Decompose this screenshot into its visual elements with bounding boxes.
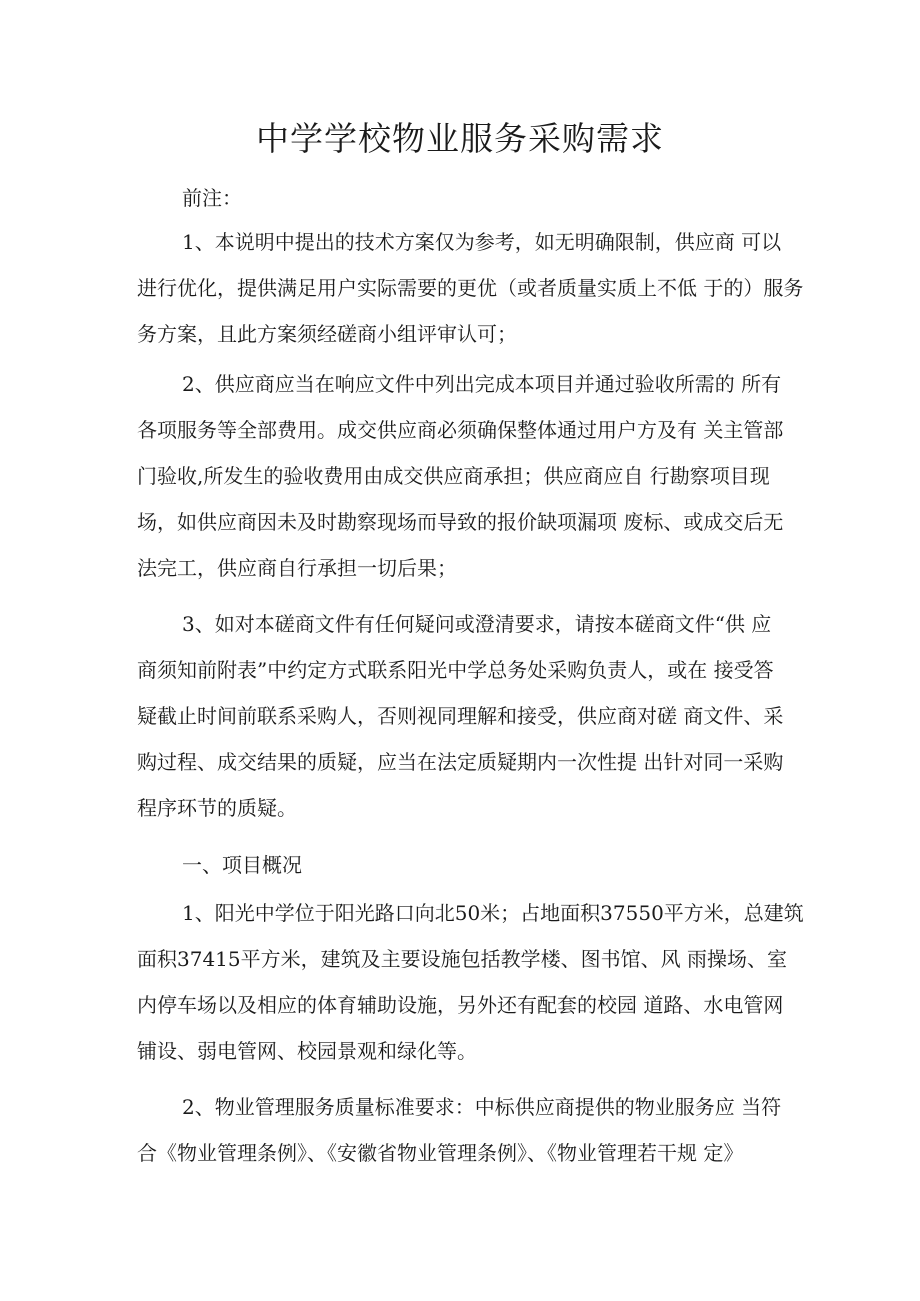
- paragraph-line: 铺设、弱电管网、校园景观和绿化等。: [137, 1039, 477, 1063]
- paragraph-line: 进行优化，提供满足用户实际需要的更优（或者质量实质上不低 于的）服务: [137, 276, 804, 300]
- overview-item-2: [137, 1084, 797, 1176]
- preface-item-3: [137, 601, 797, 831]
- paragraph-line: 1、阳光中学位于阳光路口向北50米；占地面积37550平方米，总建筑: [182, 901, 804, 925]
- preface-item-2: [137, 361, 797, 591]
- paragraph-line: 场，如供应商因未及时勘察现场而导致的报价缺项漏项 废标、或成交后无: [137, 510, 784, 534]
- paragraph-line: 面积37415平方米，建筑及主要设施包括教学楼、图书馆、风 雨操场、室: [137, 947, 787, 971]
- paragraph-line: 内停车场以及相应的体育辅助设施，另外还有配套的校园 道路、水电管网: [137, 993, 784, 1017]
- paragraph-line: 各项服务等全部费用。成交供应商必须确保整体通过用户方及有 关主管部: [137, 418, 784, 442]
- preface-item-1: [137, 219, 804, 357]
- paragraph-line: 1、本说明中提出的技术方案仅为参考，如无明确限制，供应商 可以: [182, 230, 782, 254]
- overview-item-1: [137, 890, 804, 1074]
- paragraph-line: 合《物业管理条例》、《安徽省物业管理条例》、《物业管理若干规 定》: [137, 1141, 744, 1165]
- paragraph-line: 法完工，供应商自行承担一切后果；: [137, 556, 457, 580]
- paragraph-line: 2、物业管理服务质量标准要求：中标供应商提供的物业服务应 当符: [182, 1095, 782, 1119]
- paragraph-line: 务方案，且此方案须经磋商小组评审认可；: [137, 322, 517, 346]
- paragraph-line: 疑截止时间前联系采购人，否则视同理解和接受，供应商对磋 商文件、采: [137, 704, 784, 728]
- section-heading-text: 一、项目概况: [182, 853, 302, 877]
- paragraph-line: 商须知前附表”中约定方式联系阳光中学总务处采购负责人，或在 接受答: [137, 658, 774, 682]
- preface-label: [137, 175, 797, 221]
- paragraph-line: 购过程、成交结果的质疑，应当在法定质疑期内一次性提 出针对同一采购: [137, 750, 784, 774]
- paragraph-line: 程序环节的质疑。: [137, 796, 297, 820]
- paragraph-line: 2、供应商应当在响应文件中列出完成本项目并通过验收所需的 所有: [182, 372, 782, 396]
- paragraph-line: 3、如对本磋商文件有任何疑问或澄清要求，请按本磋商文件“供 应: [182, 612, 772, 636]
- section-heading: [137, 842, 797, 888]
- preface-label-text: 前注：: [182, 186, 242, 210]
- document-title: 中学学校物业服务采购需求: [256, 119, 664, 158]
- paragraph-line: 门验收,所发生的验收费用由成交供应商承担；供应商应自 行勘察项目现: [137, 464, 770, 488]
